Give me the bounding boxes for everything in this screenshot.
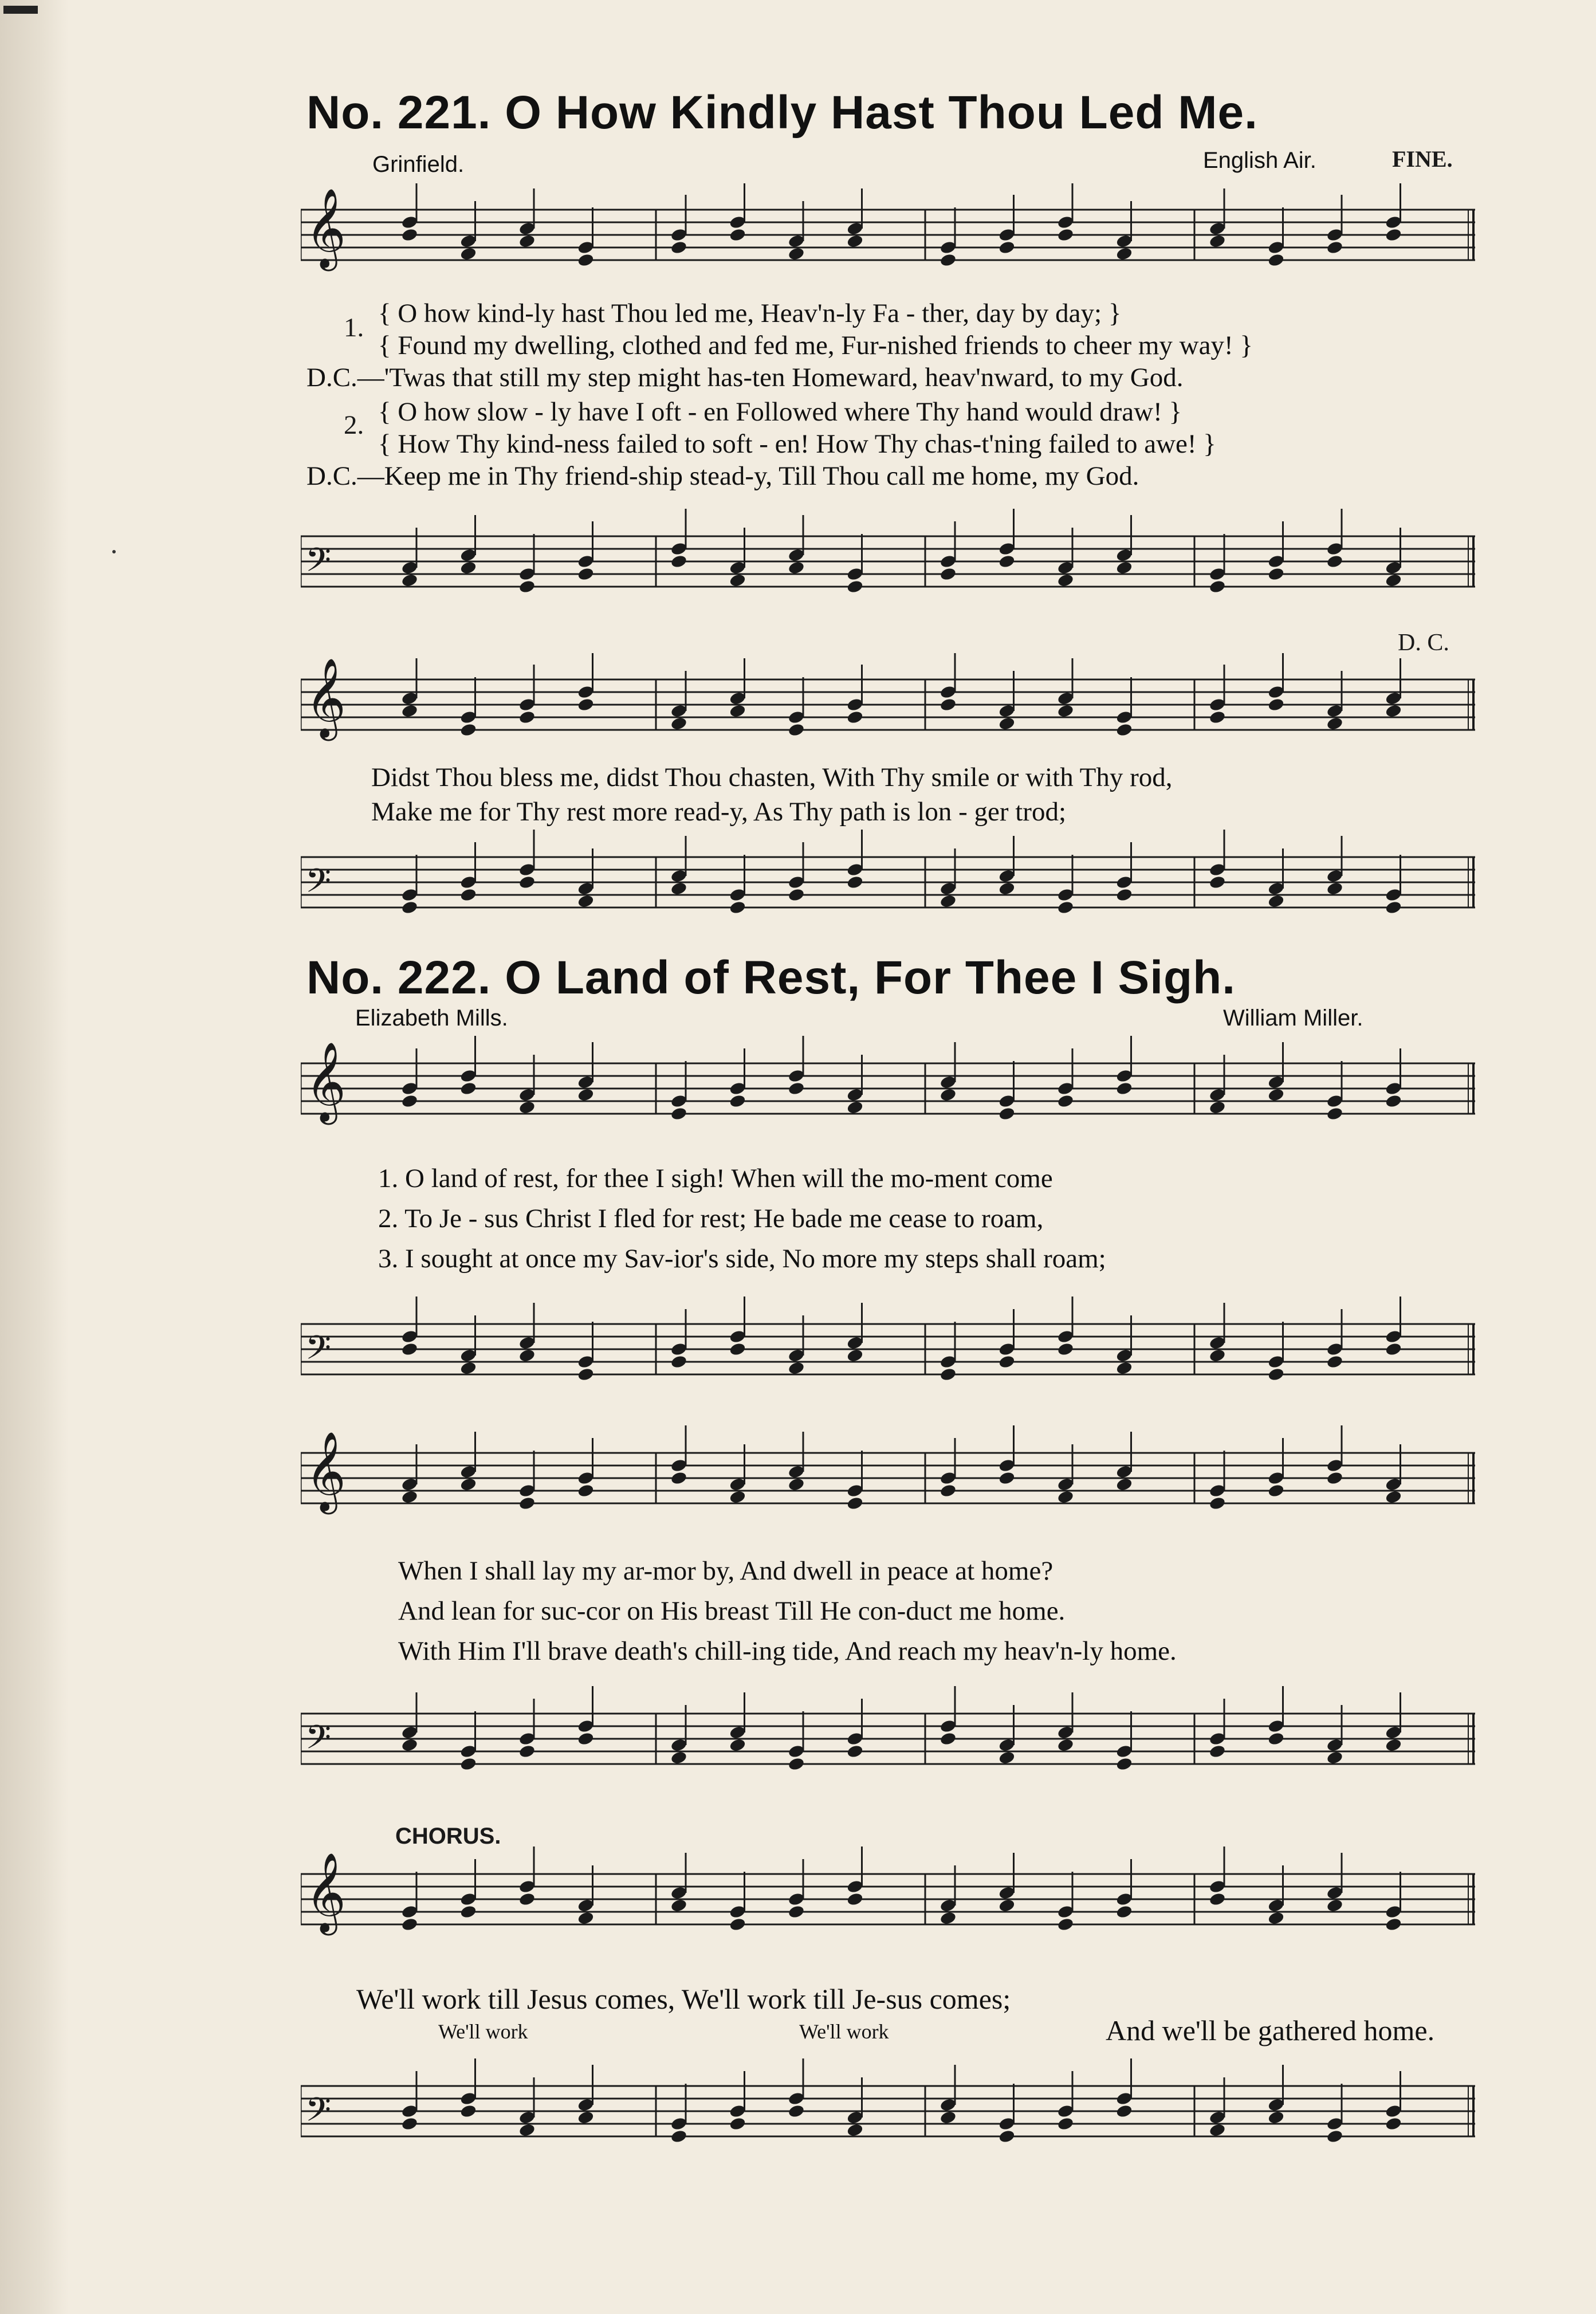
note-head [1385,704,1402,718]
chorus-label: CHORUS. [395,1824,501,1849]
lyric-line: Didst Thou bless me, didst Thou chasten, With Thy smile or with Thy rod, [371,763,1173,792]
note-head [577,1087,595,1102]
note-head [1326,1354,1344,1369]
lyric-line: 2. To Je - sus Christ I fled for rest; He bade me cease to roam, [378,1204,1044,1233]
note-head [1115,722,1133,737]
note-head [1057,1917,1075,1932]
note-head [1385,1917,1402,1932]
note-head [459,2104,477,2119]
note-head [939,1731,957,1746]
staff-treble-chorus [301,1816,1475,1982]
note-head [998,1354,1016,1369]
note-head [459,722,477,737]
note-head [670,240,688,255]
note-head [1057,1738,1075,1753]
bass-clef-icon: 𝄢 [305,861,332,909]
lyric-line: 3. I sought at once my Sav-ior's side, No more my steps shall roam; [378,1244,1106,1274]
note-head [401,1342,419,1357]
note-head [1267,1367,1285,1382]
note-head [401,1094,419,1109]
hymn-221-composer: English Air. [1203,148,1316,173]
verse-number: 1. [344,313,364,343]
lyric-line: When I shall lay my ar-mor by, And dwell in peace at home? [398,1556,1053,1586]
note-head [939,1483,957,1498]
staff-bass-chorus [301,2045,1475,2177]
bass-clef-icon: 𝄢 [305,2090,332,2138]
note-head [939,567,957,582]
note-head [788,2104,805,2119]
note-head [729,1342,746,1357]
staff-treble [301,1031,1475,1146]
note-head [788,1477,805,1492]
note-head [1057,227,1075,242]
chorus-lyric: We'll work till Jesus comes, We'll work till Je-sus comes; [356,1983,1011,2015]
note-head [670,716,688,731]
note-head [1115,246,1133,261]
note-head [1115,1081,1133,1096]
note-head [1267,1731,1285,1746]
note-head [401,573,419,588]
note-head [401,1738,419,1753]
note-head [729,2116,746,2131]
note-head [939,894,957,909]
note-head [1326,554,1344,569]
note-head [670,1750,688,1765]
staff-bass [301,1283,1475,1415]
note-head [788,722,805,737]
note-head [1385,1490,1402,1504]
note-head [518,710,536,725]
note-head [1115,1904,1133,1919]
lyric-line: D.C.—'Twas that still my step might has-ten Homeward, heav'nward, to my God. [306,363,1184,392]
note-head [1385,573,1402,588]
note-head [518,2123,536,2138]
note-head [1385,1342,1402,1357]
note-head [1326,1898,1344,1913]
bass-clef-icon: 𝄢 [305,540,332,588]
note-head [577,894,595,909]
note-head [401,227,419,242]
note-head [518,1496,536,1511]
note-head [1326,2129,1344,2144]
note-head [1209,234,1227,249]
lyric-line: { O how kind-ly hast Thou led me, Heav'n-ly Fa - ther, day by day; } [378,298,1122,328]
note-head [577,567,595,582]
note-head [998,1106,1016,1121]
note-head [939,1367,957,1382]
note-head [1057,1490,1075,1504]
bass-clef-icon: 𝄢 [305,1718,332,1765]
note-head [1267,1483,1285,1498]
note-head [998,881,1016,896]
note-head [459,1081,477,1096]
note-head [1209,1892,1227,1907]
da-capo-mark: D. C. [1398,630,1449,656]
note-head [998,1750,1016,1765]
note-head [459,887,477,902]
note-head [1209,1348,1227,1363]
note-head [998,1471,1016,1486]
note-head [846,2123,864,2138]
note-head [998,554,1016,569]
binding-mark [3,6,38,14]
note-head [459,560,477,575]
note-head [670,1471,688,1486]
note-head [459,246,477,261]
staff-treble [301,183,1475,286]
note-head [1115,1757,1133,1771]
note-head [1326,1106,1344,1121]
note-head [577,1483,595,1498]
note-head [670,1898,688,1913]
note-head [670,554,688,569]
note-head [518,234,536,249]
note-head [401,2116,419,2131]
note-head [518,579,536,594]
note-head [577,1367,595,1382]
lyric-line: Make me for Thy rest more read-y, As Thy path is lon - ger trod; [371,797,1067,827]
note-head [1267,253,1285,268]
note-head [401,1490,419,1504]
staff-bass [301,1673,1475,1805]
note-head [1209,579,1227,594]
treble-clef-icon: 𝄞 [305,1431,346,1511]
note-head [998,2129,1016,2144]
staff-treble [301,653,1475,756]
note-head [670,2129,688,2144]
note-head [1326,1471,1344,1486]
treble-clef-icon: 𝄞 [305,188,346,268]
note-head [1057,573,1075,588]
note-head [729,1738,746,1753]
note-head [459,1904,477,1919]
note-head [788,1081,805,1096]
note-head [729,1917,746,1932]
note-head [518,1744,536,1759]
note-head [518,1100,536,1115]
note-head [577,1731,595,1746]
note-head [1385,227,1402,242]
note-head [1326,1750,1344,1765]
lyric-line: And lean for suc-cor on His breast Till He con-duct me home. [398,1596,1066,1626]
note-head [1267,697,1285,712]
note-head [1057,900,1075,915]
hymn-222-title: No. 222. O Land of Rest, For Thee I Sigh. [306,952,1236,1004]
note-head [518,1892,536,1907]
note-head [1385,2116,1402,2131]
lyric-line: D.C.—Keep me in Thy friend-ship stead-y, Till Thou call me home, my God. [306,461,1139,491]
note-head [846,1348,864,1363]
note-head [1209,1744,1227,1759]
note-head [998,240,1016,255]
note-head [1057,704,1075,718]
bass-cue: We'll work [438,2020,528,2043]
note-head [846,875,864,890]
note-head [998,716,1016,731]
note-head [846,1892,864,1907]
note-head [1209,1100,1227,1115]
note-head [729,573,746,588]
note-head [846,710,864,725]
note-head [939,1911,957,1926]
note-head [729,227,746,242]
note-head [1267,1911,1285,1926]
note-head [1267,1087,1285,1102]
note-head [729,704,746,718]
note-head [788,1904,805,1919]
note-head [518,875,536,890]
note-head [1115,2104,1133,2119]
note-head [577,253,595,268]
note-head [1326,881,1344,896]
hymn-222-author: Elizabeth Mills. [355,1005,508,1031]
note-head [401,1917,419,1932]
note-head [1385,1094,1402,1109]
note-head [1267,567,1285,582]
note-head [1115,1361,1133,1376]
note-head [459,1757,477,1771]
note-head [670,881,688,896]
treble-clef-icon: 𝄞 [305,1042,346,1122]
note-head [1057,1342,1075,1357]
note-head [1267,2110,1285,2125]
note-head [577,2110,595,2125]
note-head [459,1477,477,1492]
page-gutter [0,0,69,2314]
note-head [846,579,864,594]
note-head [577,697,595,712]
verse-number: 2. [344,410,364,440]
lyric-line: { How Thy kind-ness failed to soft - en! How Thy chas-t'ning failed to awe! } [378,429,1216,459]
note-head [788,1757,805,1771]
note-head [1115,887,1133,902]
note-head [670,1106,688,1121]
note-head [518,1348,536,1363]
lyric-line: { Found my dwelling, clothed and fed me, Fur-nished friends to cheer my way! } [378,331,1253,360]
lyric-line: With Him I'll brave death's chill-ing tide, And reach my heav'n-ly home. [398,1636,1177,1666]
hymn-221-fine: FINE. [1392,146,1453,172]
treble-clef-icon: 𝄞 [305,1852,346,1932]
note-head [1115,1477,1133,1492]
note-head [788,1361,805,1376]
note-head [939,2110,957,2125]
note-head [1209,1496,1227,1511]
note-head [939,697,957,712]
note-head [1209,875,1227,890]
note-head [1267,894,1285,909]
bass-clef-icon: 𝄢 [305,1328,332,1376]
note-head [939,1087,957,1102]
note-head [788,560,805,575]
note-head [577,1911,595,1926]
note-head [1057,2116,1075,2131]
staff-treble [301,1421,1475,1535]
note-head [1326,716,1344,731]
bass-cue: We'll work [799,2020,889,2043]
note-head [788,887,805,902]
note-head [1209,2123,1227,2138]
staff-bass [301,825,1475,940]
note-head [459,1361,477,1376]
note-head [1326,240,1344,255]
note-head [401,900,419,915]
note-head [846,1496,864,1511]
lyric-line: { O how slow - ly have I oft - en Followed where Thy hand would draw! } [378,397,1182,427]
note-head [729,1094,746,1109]
page-dot [112,550,116,553]
note-head [939,253,957,268]
hymn-221-title: No. 221. O How Kindly Hast Thou Led Me. [306,87,1258,139]
note-head [1115,560,1133,575]
note-head [846,1744,864,1759]
note-head [670,1354,688,1369]
note-head [1385,900,1402,915]
note-head [401,704,419,718]
treble-clef-icon: 𝄞 [305,658,346,738]
staff-bass [301,504,1475,619]
note-head [846,1100,864,1115]
note-head [846,234,864,249]
hymn-221-tune: Grinfield. [372,152,465,177]
note-head [788,246,805,261]
note-head [998,1898,1016,1913]
note-head [729,1490,746,1504]
hymn-222-composer: William Miller. [1223,1005,1363,1031]
note-head [1057,1094,1075,1109]
note-head [1385,1738,1402,1753]
note-head [729,900,746,915]
note-head [1209,710,1227,725]
chorus-ending-lyric: And we'll be gathered home. [1106,2014,1435,2046]
lyric-line: 1. O land of rest, for thee I sigh! When will the mo-ment come [378,1164,1053,1193]
